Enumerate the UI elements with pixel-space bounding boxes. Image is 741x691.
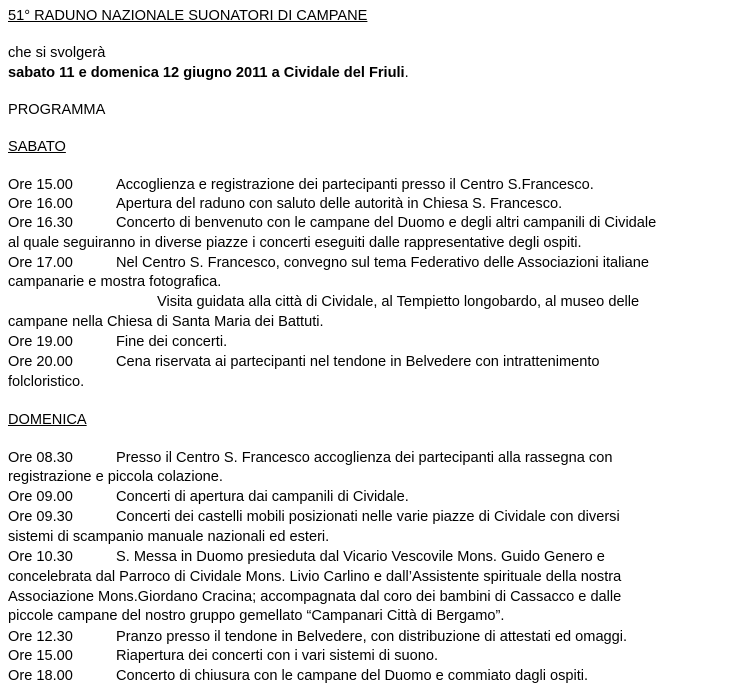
schedule-text-continued: al quale seguiranno in diverse piazze i concerti eseguiti dalle rappresentative degli ospiti. [8,235,582,251]
schedule-item [8,487,409,507]
schedule-time: Ore 16.30 [8,215,73,231]
schedule-time: Ore 09.30 [8,509,73,525]
schedule-time: Ore 19.00 [8,334,73,350]
event-dates [8,63,409,83]
schedule-text: Presso il Centro S. Francesco accoglienza dei partecipanti alla rassegna con [116,450,613,466]
schedule-time: Ore 09.00 [8,489,73,505]
schedule-text-continued: sistemi di scampanio manuale nazionali ed esteri. [8,529,330,545]
schedule-item [8,547,605,567]
schedule-time: Ore 08.30 [8,450,73,466]
schedule-text: Concerti dei castelli mobili posizionati nelle varie piazze di Cividale con diversi [116,509,620,525]
schedule-text: Concerto di benvenuto con le campane del Duomo e degli altri campanili di Cividale [116,215,657,231]
schedule-text: Visita guidata alla città di Cividale, al Tempietto longobardo, al museo delle [157,294,640,310]
schedule-text-continued: piccole campane del nostro gruppo gemellato “Campanari Città di Bergamo”. [8,608,505,624]
schedule-time: Ore 12.30 [8,629,73,645]
schedule-text-continued: folcloristico. [8,374,85,390]
schedule-text: Pranzo presso il tendone in Belvedere, con distribuzione di attestati ed omaggi. [116,629,628,645]
schedule-item [8,646,438,666]
schedule-time: Ore 18.00 [8,668,73,684]
schedule-text: Apertura del raduno con saluto delle autorità in Chiesa S. Francesco. [116,196,563,212]
domenica-heading: DOMENICA [8,412,87,428]
schedule-text: Concerto di chiusura con le campane del Duomo e commiato dagli ospiti. [116,668,589,684]
document-title: 51° RADUNO NAZIONALE SUONATORI DI CAMPANE [8,8,368,24]
schedule-item [8,213,656,233]
intro-text: che si svolgerà [8,45,106,61]
schedule-time: Ore 15.00 [8,648,73,664]
schedule-item [8,627,627,647]
schedule-item [8,253,649,273]
schedule-text: Accoglienza e registrazione dei partecipanti presso il Centro S.Francesco. [116,177,594,193]
schedule-item [8,448,612,468]
schedule-text-continued: campanarie e mostra fotografica. [8,274,222,290]
schedule-text-continued: Associazione Mons.Giordano Cracina; accompagnata dal coro dei bambini di Cassacco e dalle [8,589,622,605]
schedule-text: Cena riservata ai partecipanti nel tendone in Belvedere con intrattenimento [116,354,600,370]
schedule-text-continued: registrazione e piccola colazione. [8,469,223,485]
schedule-time: Ore 10.30 [8,549,73,565]
schedule-item [8,507,620,527]
schedule-text: S. Messa in Duomo presieduta dal Vicario Vescovile Mons. Guido Genero e [116,549,605,565]
schedule-time: Ore 15.00 [8,177,73,193]
sabato-heading: SABATO [8,139,66,155]
schedule-text: Concerti di apertura dai campanili di Cividale. [116,489,409,505]
schedule-item [8,666,588,686]
schedule-item [8,332,227,352]
schedule-text: Riapertura dei concerti con i vari sistemi di suono. [116,648,439,664]
schedule-text-continued: concelebrata dal Parroco di Cividale Mons. Livio Carlino e dall’Assistente spirituale della nostra [8,569,622,585]
schedule-text: Nel Centro S. Francesco, convegno sul tema Federativo delle Associazioni italiane [116,255,649,271]
schedule-time: Ore 17.00 [8,255,73,271]
schedule-time: Ore 20.00 [8,354,73,370]
schedule-text: Fine dei concerti. [116,334,228,350]
schedule-item [8,352,600,372]
event-dates-period: . [404,65,409,81]
schedule-item [8,175,594,195]
schedule-text-continued: campane nella Chiesa di Santa Maria dei Battuti. [8,314,324,330]
programma-heading: PROGRAMMA [8,102,106,118]
event-dates-bold: sabato 11 e domenica 12 giugno 2011 a Cividale del Friuli [8,65,405,81]
schedule-time: Ore 16.00 [8,196,73,212]
schedule-item [8,194,562,214]
